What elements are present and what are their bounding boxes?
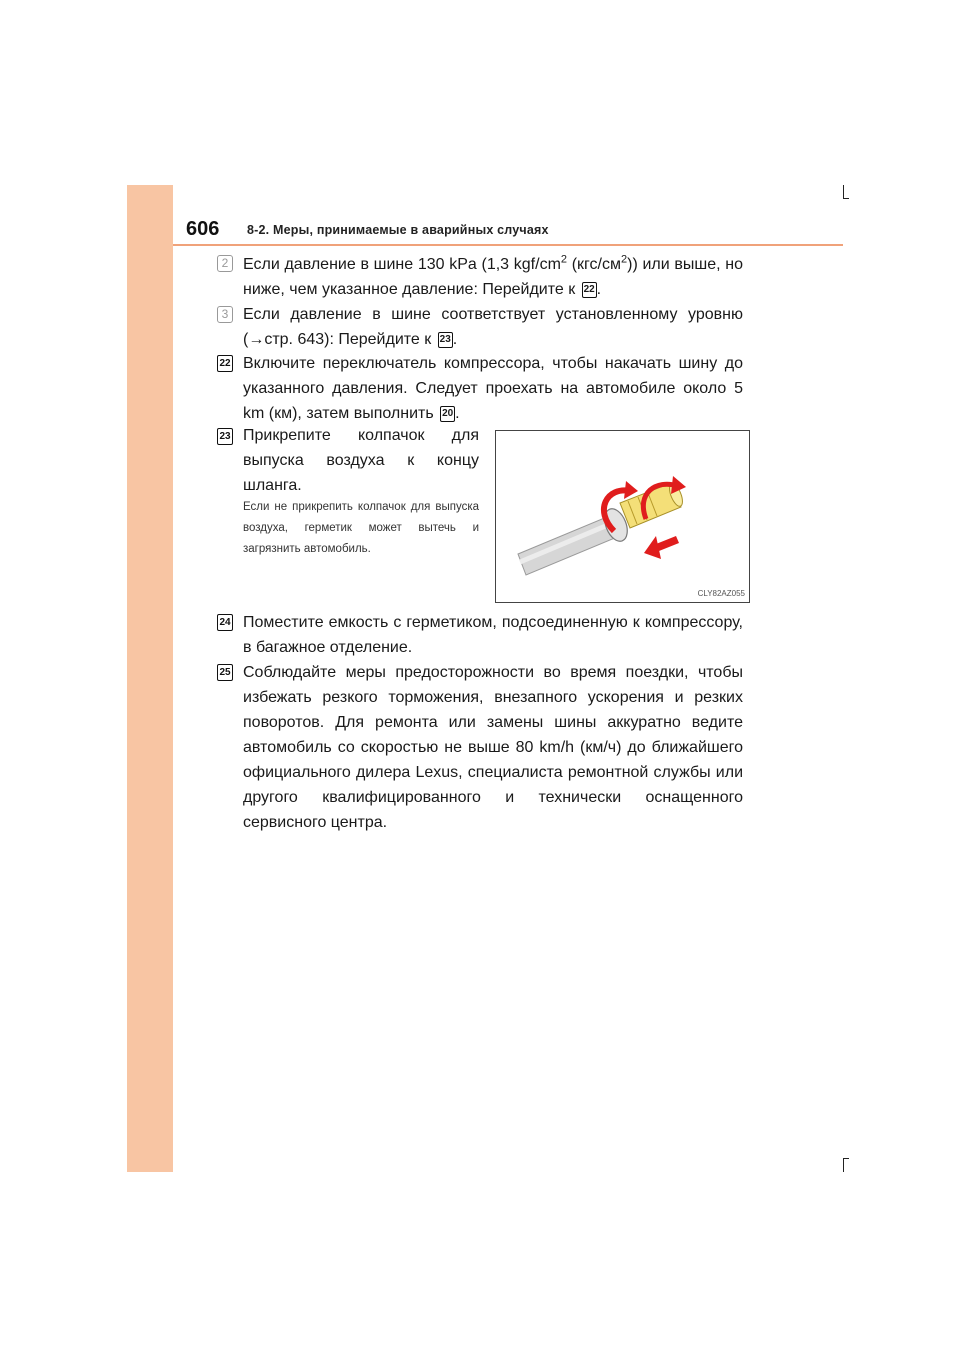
chapter-side-tab [127,185,173,1172]
crop-mark-top-foot [843,198,849,199]
step-marker-3: 3 [217,306,233,323]
section-title: 8-2. Меры, принимаемые в аварийных случаях [247,223,549,237]
figure-hose-cap [495,430,750,603]
step-marker-24: 24 [217,614,233,631]
step-22-text: Включите переключатель компрессора, чтобы накачать шину до указанного давления. Следует проехать на автомобиле около 5 km (км), затем выполнить 20 . [243,355,743,422]
step-23-note: Если не прикрепить колпачок для выпуска воздуха, герметик может вытечь и загрязнить автомобиль. [243,501,479,555]
header-rule [173,244,843,246]
step-3-text: Если давление в шине соответствует установленному уровню (→стр. 643): Перейдите к 23 . [243,306,743,348]
page-number: 606 [186,218,220,240]
step-marker-2: 2 [217,255,233,272]
arrow-right-icon: → [248,331,265,348]
step-ref-23: 23 [438,332,453,348]
step-ref-20: 20 [440,406,455,422]
step-24-text: Поместите емкость с герметиком, подсоединенную к компрессору, в багажное отделение. [243,614,743,656]
step-marker-23: 23 [217,428,233,445]
step-ref-22: 22 [582,282,597,298]
push-arrow-head [644,536,661,559]
step-2-text: Если давление в шине 130 kPa (1,3 kgf/$cm^2$ $(кгс/см^2)$) или выше, но ниже, чем указанное давление: Перейдите к 22 . [243,253,744,298]
crop-mark-top [843,185,844,199]
hose-cap-illustration [496,431,749,602]
figure-code: CLY82AZ055 [697,589,745,598]
step-25-text: Соблюдайте меры предосторожности во время поездки, чтобы избежать резкого торможения, внезапного ускорения и резких поворотов. Для ремонта или замены шины аккуратно ведите автомобиль со скоростью не выше 80 km/h (км/ч) до ближайшего официального дилера Lexus, специалиста ремонтной службы или другого квалифицированного и технически оснащенного сервисного центра. [243,664,743,831]
crop-mark-bottom [843,1158,844,1172]
step-marker-25: 25 [217,664,233,681]
crop-mark-bottom-foot [843,1158,849,1159]
step-marker-22: 22 [217,355,233,372]
step-23-text: Прикрепите колпачок для выпуска воздуха к концу шланга. [243,427,479,494]
